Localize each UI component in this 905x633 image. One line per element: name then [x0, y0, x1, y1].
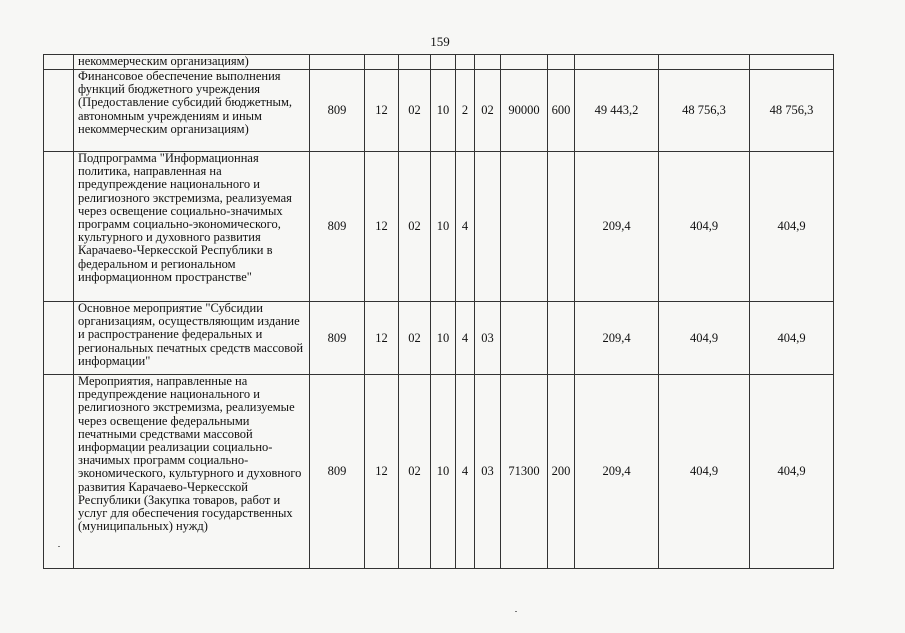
amount-1-cell: 49 443,2 [575, 70, 659, 152]
direction-cell [501, 302, 548, 375]
table-row [44, 55, 834, 70]
subprogram-cell: 4 [456, 375, 475, 569]
amount-3-cell: 404,9 [750, 152, 834, 302]
subprogram-cell [456, 55, 475, 70]
event-cell [475, 152, 501, 302]
name-cell: Финансовое обеспечение выполнения функций бюджетного учреждения (Предоставление субсидий бюджетным, автономным учреждениям и иным некоммерческим организациям) [74, 70, 310, 152]
name-cell: некоммерческим организациям) [74, 55, 310, 70]
name-cell: Основное мероприятие "Субсидии организациям, осуществляющим издание и распространение федеральных и региональных печатных средств массовой информации" [74, 302, 310, 375]
program-cell: 10 [431, 302, 456, 375]
expense-type-cell: 600 [548, 70, 575, 152]
amount-1-cell [575, 55, 659, 70]
ministry-cell: 809 [310, 152, 365, 302]
section-cell [365, 55, 399, 70]
index-cell [44, 152, 74, 302]
amount-3-cell: 404,9 [750, 302, 834, 375]
subsection-cell: 02 [399, 302, 431, 375]
expense-type-cell [548, 55, 575, 70]
ministry-cell [310, 55, 365, 70]
table-row [44, 70, 834, 152]
subsection-cell: 02 [399, 70, 431, 152]
amount-2-cell [659, 55, 750, 70]
ministry-cell: 809 [310, 70, 365, 152]
program-cell [431, 55, 456, 70]
table-row [44, 375, 834, 569]
subprogram-cell: 4 [456, 152, 475, 302]
section-cell: 12 [365, 375, 399, 569]
event-cell [475, 55, 501, 70]
amount-2-cell: 404,9 [659, 152, 750, 302]
subsection-cell: 02 [399, 152, 431, 302]
section-cell: 12 [365, 302, 399, 375]
amount-2-cell: 404,9 [659, 302, 750, 375]
event-cell: 02 [475, 70, 501, 152]
amount-1-cell: 209,4 [575, 152, 659, 302]
page-number: 159 [430, 34, 450, 49]
expense-type-cell [548, 302, 575, 375]
amount-3-cell: 48 756,3 [750, 70, 834, 152]
ministry-cell: 809 [310, 375, 365, 569]
index-cell [44, 55, 74, 70]
direction-cell: 71300 [501, 375, 548, 569]
direction-cell: 90000 [501, 70, 548, 152]
ministry-cell: 809 [310, 302, 365, 375]
budget-table [43, 54, 834, 569]
section-cell: 12 [365, 70, 399, 152]
amount-1-cell: 209,4 [575, 375, 659, 569]
direction-cell [501, 152, 548, 302]
amount-2-cell: 48 756,3 [659, 70, 750, 152]
name-cell: Подпрограмма "Информационная политика, направленная на предупреждение национального и религиозного экстремизма, реализуемая через освещение социально-значимых программ социально-экономического, культурного и духовного развития Карачаево-Черкесской Республики в федеральном и региональном информационном пространстве" [74, 152, 310, 302]
subsection-cell [399, 55, 431, 70]
subsection-cell: 02 [399, 375, 431, 569]
subprogram-cell: 2 [456, 70, 475, 152]
scan-speck [58, 546, 60, 547]
expense-type-cell [548, 152, 575, 302]
index-cell [44, 70, 74, 152]
table-row [44, 302, 834, 375]
amount-2-cell: 404,9 [659, 375, 750, 569]
amount-3-cell: 404,9 [750, 375, 834, 569]
program-cell: 10 [431, 375, 456, 569]
program-cell: 10 [431, 152, 456, 302]
event-cell: 03 [475, 375, 501, 569]
scan-speck [515, 611, 517, 612]
index-cell [44, 302, 74, 375]
subprogram-cell: 4 [456, 302, 475, 375]
expense-type-cell: 200 [548, 375, 575, 569]
name-cell: Мероприятия, направленные на предупреждение национального и религиозного экстремизма, реализуемые через освещение федеральными печатными средствами массовой информации реализации социально-значимых программ социально-экономического, культурного и духовного развития Карачаево-Черкесской Республики (Закупка товаров, работ и услуг для обеспечения государственных (муниципальных) нужд) [74, 375, 310, 569]
direction-cell [501, 55, 548, 70]
index-cell [44, 375, 74, 569]
amount-1-cell: 209,4 [575, 302, 659, 375]
amount-3-cell [750, 55, 834, 70]
program-cell: 10 [431, 70, 456, 152]
section-cell: 12 [365, 152, 399, 302]
event-cell: 03 [475, 302, 501, 375]
table-row [44, 152, 834, 302]
